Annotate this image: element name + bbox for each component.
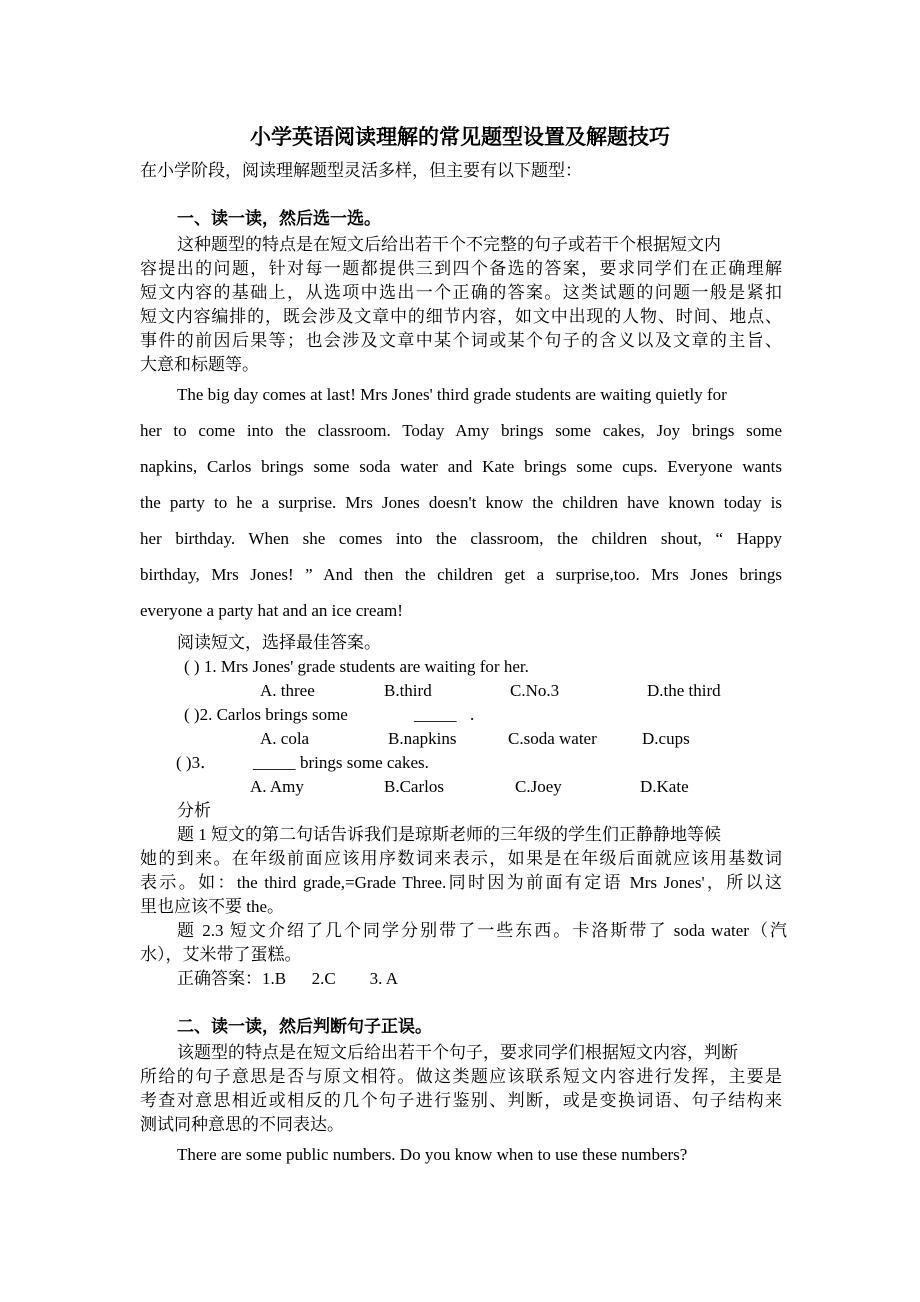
question-1-option-d: D.the third — [647, 681, 721, 700]
section2-desc-line: 测试同种意思的不同表达。 — [140, 1115, 344, 1134]
section1-desc-line: 短文内容的基础上，从选项中选出一个正确的答案。这类试题的问题一般是紧扣 — [140, 283, 782, 302]
passage-line: everyone a party hat and an ice cream! — [140, 601, 403, 620]
analysis-line: 她的到来。在年级前面应该用序数词来表示，如果是在年级后面就应该用基数词 — [140, 849, 782, 868]
question-1-stem: ( ) 1. Mrs Jones' grade students are waiting for her. — [184, 657, 529, 676]
analysis-line: 题 1 短文的第二句话告诉我们是琼斯老师的三年级的学生们正静静地等候 — [177, 825, 721, 844]
question-2-tail: . — [470, 705, 475, 724]
question-3-tail: brings some cakes. — [300, 753, 429, 772]
question-3-option-d: D.Kate — [640, 777, 689, 796]
section1-desc-line: 这种题型的特点是在短文后给出若干个不完整的句子或若干个根据短文内 — [177, 235, 721, 254]
section2-desc-line: 该题型的特点是在短文后给出若干个句子，要求同学们根据短文内容，判断 — [177, 1043, 738, 1062]
section1-desc-line: 短文内容编排的，既会涉及文章中的细节内容，如文中出现的人物、时间、地点、 — [140, 307, 782, 326]
question-3-option-b: B.Carlos — [384, 777, 444, 796]
question-2-option-a: A. cola — [260, 729, 310, 748]
correct-answers: 正确答案：1.B 2.C 3. A — [177, 969, 399, 988]
section2-desc-line: 所给的句子意思是否与原文相符。做这类题应该联系短文内容进行发挥，主要是 — [140, 1067, 782, 1086]
question-instruction: 阅读短文，选择最佳答案。 — [177, 633, 381, 652]
question-3-option-a: A. Amy — [250, 777, 304, 796]
question-3-option-c: C.Joey — [515, 777, 562, 796]
question-2-option-d: D.cups — [642, 729, 690, 748]
question-1-option-a: A. three — [260, 681, 315, 700]
passage-line: her to come into the classroom. Today Amy brings some cakes, Joy brings some — [140, 421, 782, 440]
passage-line: her birthday. When she comes into the classroom, the children shout, “ Happy — [140, 529, 782, 548]
analysis-label: 分析 — [177, 801, 211, 820]
page-title: 小学英语阅读理解的常见题型设置及解题技巧 — [250, 125, 670, 149]
question-3-blank: _____ — [253, 753, 296, 772]
analysis-line: 表示。如：the third grade,=Grade Three.同时因为前面有定语 Mrs Jones'，所以这 — [140, 873, 782, 892]
analysis-line: 里也应该不要 the。 — [140, 897, 285, 916]
question-1-option-c: C.No.3 — [510, 681, 560, 700]
section1-desc-line: 事件的前因后果等；也会涉及文章中某个词或某个句子的含义以及文章的主旨、 — [140, 331, 782, 350]
section1-desc-line: 容提出的问题，针对每一题都提供三到四个备选的答案，要求同学们在正确理解 — [140, 259, 782, 278]
section2-passage-line: There are some public numbers. Do you know when to use these numbers? — [177, 1145, 688, 1164]
section1-heading: 一、读一读，然后选一选。 — [177, 209, 381, 228]
question-2-blank: _____ — [414, 705, 457, 724]
analysis-line: 水），艾米带了蛋糕。 — [140, 945, 302, 964]
passage-line: napkins, Carlos brings some soda water and Kate brings some cups. Everyone wants — [140, 457, 782, 476]
question-3-stem: ( )3． — [176, 753, 218, 772]
passage-line: birthday, Mrs Jones! ” And then the children get a surprise,too. Mrs Jones brings — [140, 565, 782, 584]
section1-desc-line: 大意和标题等。 — [140, 355, 259, 374]
question-1-option-b: B.third — [384, 681, 432, 700]
section2-heading: 二、读一读，然后判断句子正误。 — [177, 1017, 432, 1036]
question-2-stem: ( )2. Carlos brings some — [184, 705, 348, 724]
section2-desc-line: 考查对意思相近或相反的几个句子进行鉴别、判断，或是变换词语、句子结构来 — [140, 1091, 782, 1110]
question-2-option-c: C.soda water — [508, 729, 597, 748]
intro-line: 在小学阶段，阅读理解题型灵活多样，但主要有以下题型： — [140, 161, 582, 180]
analysis-line: 题 2.3 短文介绍了几个同学分别带了一些东西。卡洛斯带了 soda water（汽 — [177, 921, 787, 940]
passage-line: The big day comes at last! Mrs Jones' third grade students are waiting quietly for — [177, 385, 727, 404]
question-2-option-b: B.napkins — [388, 729, 457, 748]
passage-line: the party to he a surprise. Mrs Jones doesn't know the children have known today is — [140, 493, 782, 512]
